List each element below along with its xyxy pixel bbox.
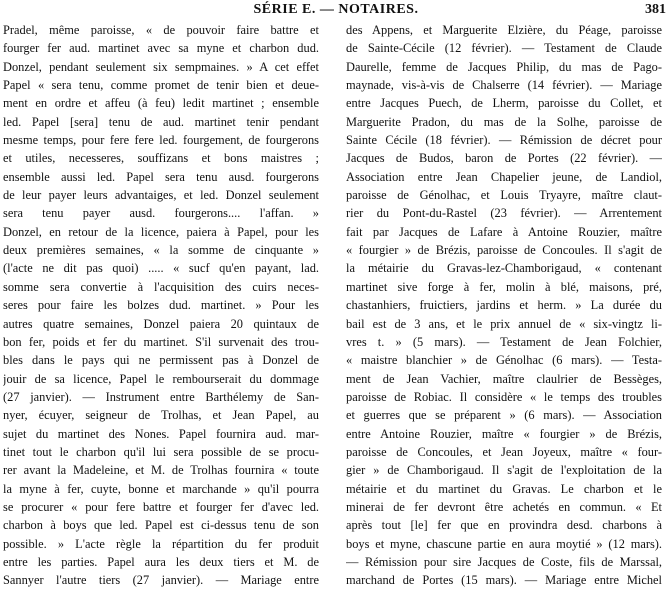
- text-line: Donzel, en retour de la licence, paiera à Papel, pour les: [3, 224, 319, 239]
- text-line: martinet sive forge à fer, molin à blé, maisons, pré,: [346, 279, 662, 294]
- text-line: deux premières semaines, « la somme de cinquante »: [3, 243, 319, 258]
- text-line: vres t. » (5 mars). — Testament de Jean Folchier,: [346, 334, 662, 349]
- text-line: se procurer « pour fere battre et fourger fer d'avec led.: [3, 499, 319, 514]
- text-line: gier » de Chamborigaud. Il s'agit de l'exploitation de la: [346, 463, 662, 478]
- text-line: de leur payer leurs advantaiges, et led. Donzel seulement: [3, 188, 319, 203]
- text-line: paroisse de Génolhac, et Louis Tryayre, maître claut-: [346, 188, 662, 203]
- text-line: paroisse de Robiac. Il considère « le temps des troubles: [346, 389, 662, 404]
- text-line: métairie et du martinet du Gravas. Le charbon et le: [346, 481, 662, 496]
- text-line: led. Papel [sera] tenu de aud. martinet tenir pendant: [3, 114, 319, 129]
- text-line: sera tenu payer ausd. fourgerons.... l'affan. »: [3, 206, 319, 221]
- text-line: entre Antoine Rouzier, maître « fourgier » de Brézis,: [346, 426, 662, 441]
- text-line: Association entre Jean Chapelier jeune, de Landiol,: [346, 169, 662, 184]
- text-line: et guerres que se préparent » (6 mars). — Association: [346, 408, 662, 423]
- text-line: ensemble aussi led. Papel sera tenu ausd. fourgerons: [3, 169, 319, 184]
- text-line: ment en ordre et affeu (à feu) ledit martinet ; ensemble: [3, 96, 319, 111]
- text-line: boys et myne, chascune partie en aura moytié » (12 mars).: [346, 536, 662, 551]
- text-line: tinet tout le charbon qu'il lui sera possible de se procu-: [3, 444, 319, 459]
- text-line: possible. » L'acte règle la répartition du fer produit: [3, 536, 319, 551]
- text-line: entre Jacques Puech, de Lherm, paroisse du Collet, et: [346, 96, 662, 111]
- text-line: bles dans le pays qui ne permissent pas à Donzel de: [3, 353, 319, 368]
- left-column: [3, 21, 319, 590]
- text-line: Sainte Cécile (18 février). — Rémission de décret pour: [346, 133, 662, 148]
- text-line: fait par Jacques de Lafare à Antoine Rouzier, maître: [346, 224, 662, 239]
- text-line: Papel « sera tenu, comme promet de tenir bien et deue-: [3, 78, 319, 93]
- page-header: [0, 2, 672, 20]
- text-line: bail est de 3 ans, et le prix annuel de « six-vingtz li-: [346, 316, 662, 331]
- text-line: des Appens, et Marguerite Elzière, du Péage, paroisse: [346, 23, 662, 37]
- text-line: après tout [le] fer que en provindra desd. charbons à: [346, 518, 662, 533]
- text-line: Donzel, pendant seulement six sempmaines. » A cet effet: [3, 59, 319, 74]
- text-line: nyer, écuyer, seigneur de Trolhas, et Jean Papel, au: [3, 408, 319, 423]
- text-line: maynade, vis-à-vis de Chalserre (14 février). — Mariage: [346, 78, 662, 93]
- text-line: fourger fer aud. martinet avec sa myne et charbon dud.: [3, 41, 319, 56]
- text-line: Daurelle, femme de Jacques Philip, du mas de Pago-: [346, 59, 662, 74]
- text-line: et utiles, necesseres, souffizans et bons maistres ;: [3, 151, 319, 166]
- text-line: Jacques de Budos, baron de Portes (22 février). —: [346, 151, 662, 166]
- page-number: 381: [645, 2, 666, 17]
- text-line: bon fer, poids et fer du martinet. S'il survenait des trou-: [3, 334, 319, 349]
- text-line: « maistre blanchier » de Génolhac (6 mars). — Testa-: [346, 353, 662, 368]
- text-line: rier du Pont-du-Rastel (23 février). — Arrentement: [346, 206, 662, 221]
- text-line: (l'acte ne dit pas quoi) ..... « sucf qu'en payant, lad.: [3, 261, 319, 276]
- text-line: (27 janvier). — Instrument entre Barthélemy de San-: [3, 389, 319, 404]
- right-column: [346, 21, 662, 590]
- text-line: la métairie du Gravas-lez-Chamborigaud, « contenant: [346, 261, 662, 276]
- text-line: marchand de Portes (15 mars). — Mariage entre Michel: [346, 573, 662, 588]
- text-line: seres pour faire les bolzes dud. martinet. » Pour les: [3, 298, 319, 313]
- text-line: minerai de fer devront être achetés en commun. « Et: [346, 499, 662, 514]
- text-line: Sannyer l'autre tiers (27 janvier). — Mariage entre: [3, 573, 319, 588]
- text-line: sujet du martinet des Nones. Papel fournira aud. mar-: [3, 426, 319, 441]
- text-line: entre les parties. Papel aura les deux tiers et M. de: [3, 554, 319, 569]
- text-line: autres quatre semaines, Donzel paiera 20 quintaux de: [3, 316, 319, 331]
- text-line: la myne à fer, cuyte, bonne et marchande » qu'il pourra: [3, 481, 319, 496]
- text-line: Pradel, même paroisse, « de pouvoir faire battre et: [3, 23, 319, 37]
- text-line: Marguerite Pradon, du mas de la Solhe, paroisse de: [346, 114, 662, 129]
- text-line: mesme temps, pour fere fere led. fourgement, de fourgerons: [3, 133, 319, 148]
- text-line: de Sainte-Cécile (12 février). — Testament de Claude: [346, 41, 662, 56]
- text-line: — Rémission pour sire Jacques de Coste, fils de Marssal,: [346, 554, 662, 569]
- text-line: chastanhiers, fruictiers, jardins et herm. » La durée du: [346, 298, 662, 313]
- text-line: somme sera convertie à l'acquisition des cuirs neces-: [3, 279, 319, 294]
- text-line: charbon à boys que led. Papel est ci-dessus tenu de son: [3, 518, 319, 533]
- text-line: « fourgier » de Brézis, paroisse de Concoules. Il s'agit de: [346, 243, 662, 258]
- text-line: rer avant la Madeleine, et M. de Trolhas fournira « toute: [3, 463, 319, 478]
- text-line: paroisse de Concoules, et Jean Joyeux, maître « four-: [346, 444, 662, 459]
- running-title: SÉRIE E. — NOTAIRES.: [253, 2, 419, 17]
- text-line: ment de Jean Vachier, maître claulrier de Bessèges,: [346, 371, 662, 386]
- text-line: jouir de sa licence, Papel le rembourserait du dommage: [3, 371, 319, 386]
